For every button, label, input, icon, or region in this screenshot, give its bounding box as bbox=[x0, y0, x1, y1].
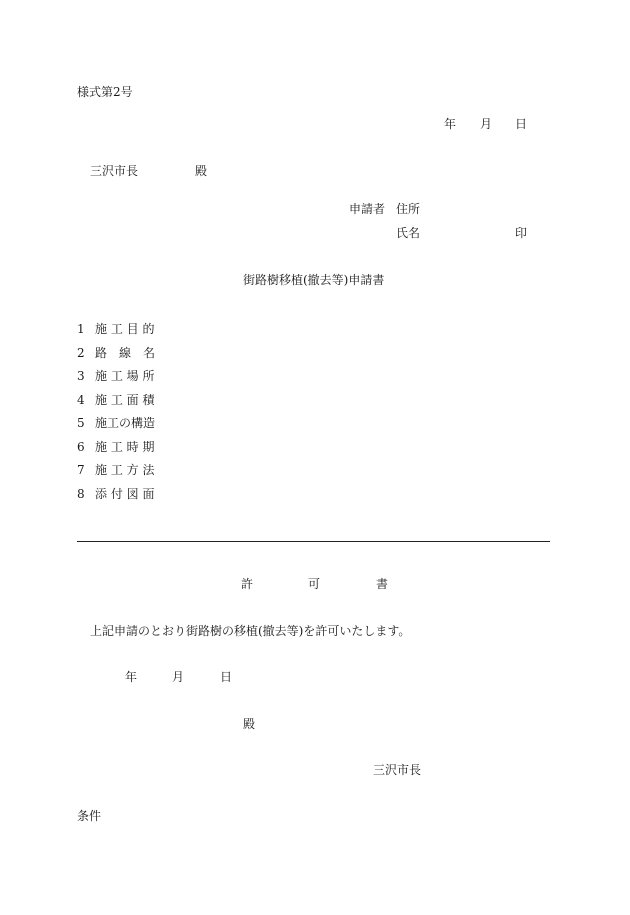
item-number: 3 bbox=[77, 369, 85, 383]
list-item bbox=[0, 370, 300, 384]
date-month: 月 bbox=[172, 670, 185, 684]
item-label: 路 線 名 bbox=[95, 346, 156, 360]
permit-issuer: 三沢市長 bbox=[373, 763, 422, 777]
list-item bbox=[0, 417, 300, 431]
date-day: 日 bbox=[515, 117, 528, 131]
date-day: 日 bbox=[220, 670, 233, 684]
item-number: 7 bbox=[77, 463, 85, 477]
application-title: 街路樹移植(撤去等)申請書 bbox=[243, 273, 385, 287]
conditions-label: 条件 bbox=[77, 809, 102, 823]
list-item bbox=[0, 347, 300, 361]
list-item bbox=[0, 323, 300, 337]
date-year: 年 bbox=[125, 670, 138, 684]
item-label: 施 工 方 法 bbox=[95, 463, 155, 477]
form-number: 様式第2号 bbox=[77, 85, 133, 99]
item-label: 施 工 目 的 bbox=[95, 322, 155, 336]
addressee-name: 三沢市長 bbox=[90, 164, 139, 178]
list-item bbox=[0, 488, 300, 502]
applicant-label: 申請者 bbox=[349, 202, 386, 216]
address-label: 住所 bbox=[396, 202, 421, 216]
seal-mark: 印 bbox=[515, 226, 528, 240]
list-item bbox=[0, 464, 300, 478]
item-number: 5 bbox=[77, 416, 85, 430]
item-label: 添 付 図 面 bbox=[95, 487, 155, 501]
item-number: 6 bbox=[77, 440, 85, 454]
date-year: 年 bbox=[444, 117, 457, 131]
item-number: 8 bbox=[77, 487, 85, 501]
permit-body: 上記申請のとおり街路樹の移植(撤去等)を許可いたします。 bbox=[90, 624, 411, 638]
addressee-honorific: 殿 bbox=[195, 164, 208, 178]
name-label: 氏名 bbox=[396, 226, 421, 240]
item-number: 1 bbox=[77, 322, 85, 336]
date-month: 月 bbox=[480, 117, 493, 131]
item-label: 施 工 面 積 bbox=[95, 393, 155, 407]
permit-title-char: 書 bbox=[376, 577, 389, 591]
permit-title-char: 可 bbox=[308, 577, 321, 591]
item-label: 施 工 場 所 bbox=[95, 369, 155, 383]
item-number: 4 bbox=[77, 393, 85, 407]
permit-title-char: 許 bbox=[241, 577, 254, 591]
item-label: 施工の構造 bbox=[95, 416, 156, 430]
item-label: 施 工 時 期 bbox=[95, 440, 155, 454]
item-number: 2 bbox=[77, 346, 85, 360]
permit-honorific: 殿 bbox=[243, 717, 256, 731]
list-item bbox=[0, 441, 300, 455]
list-item bbox=[0, 394, 300, 408]
section-divider bbox=[77, 541, 550, 542]
